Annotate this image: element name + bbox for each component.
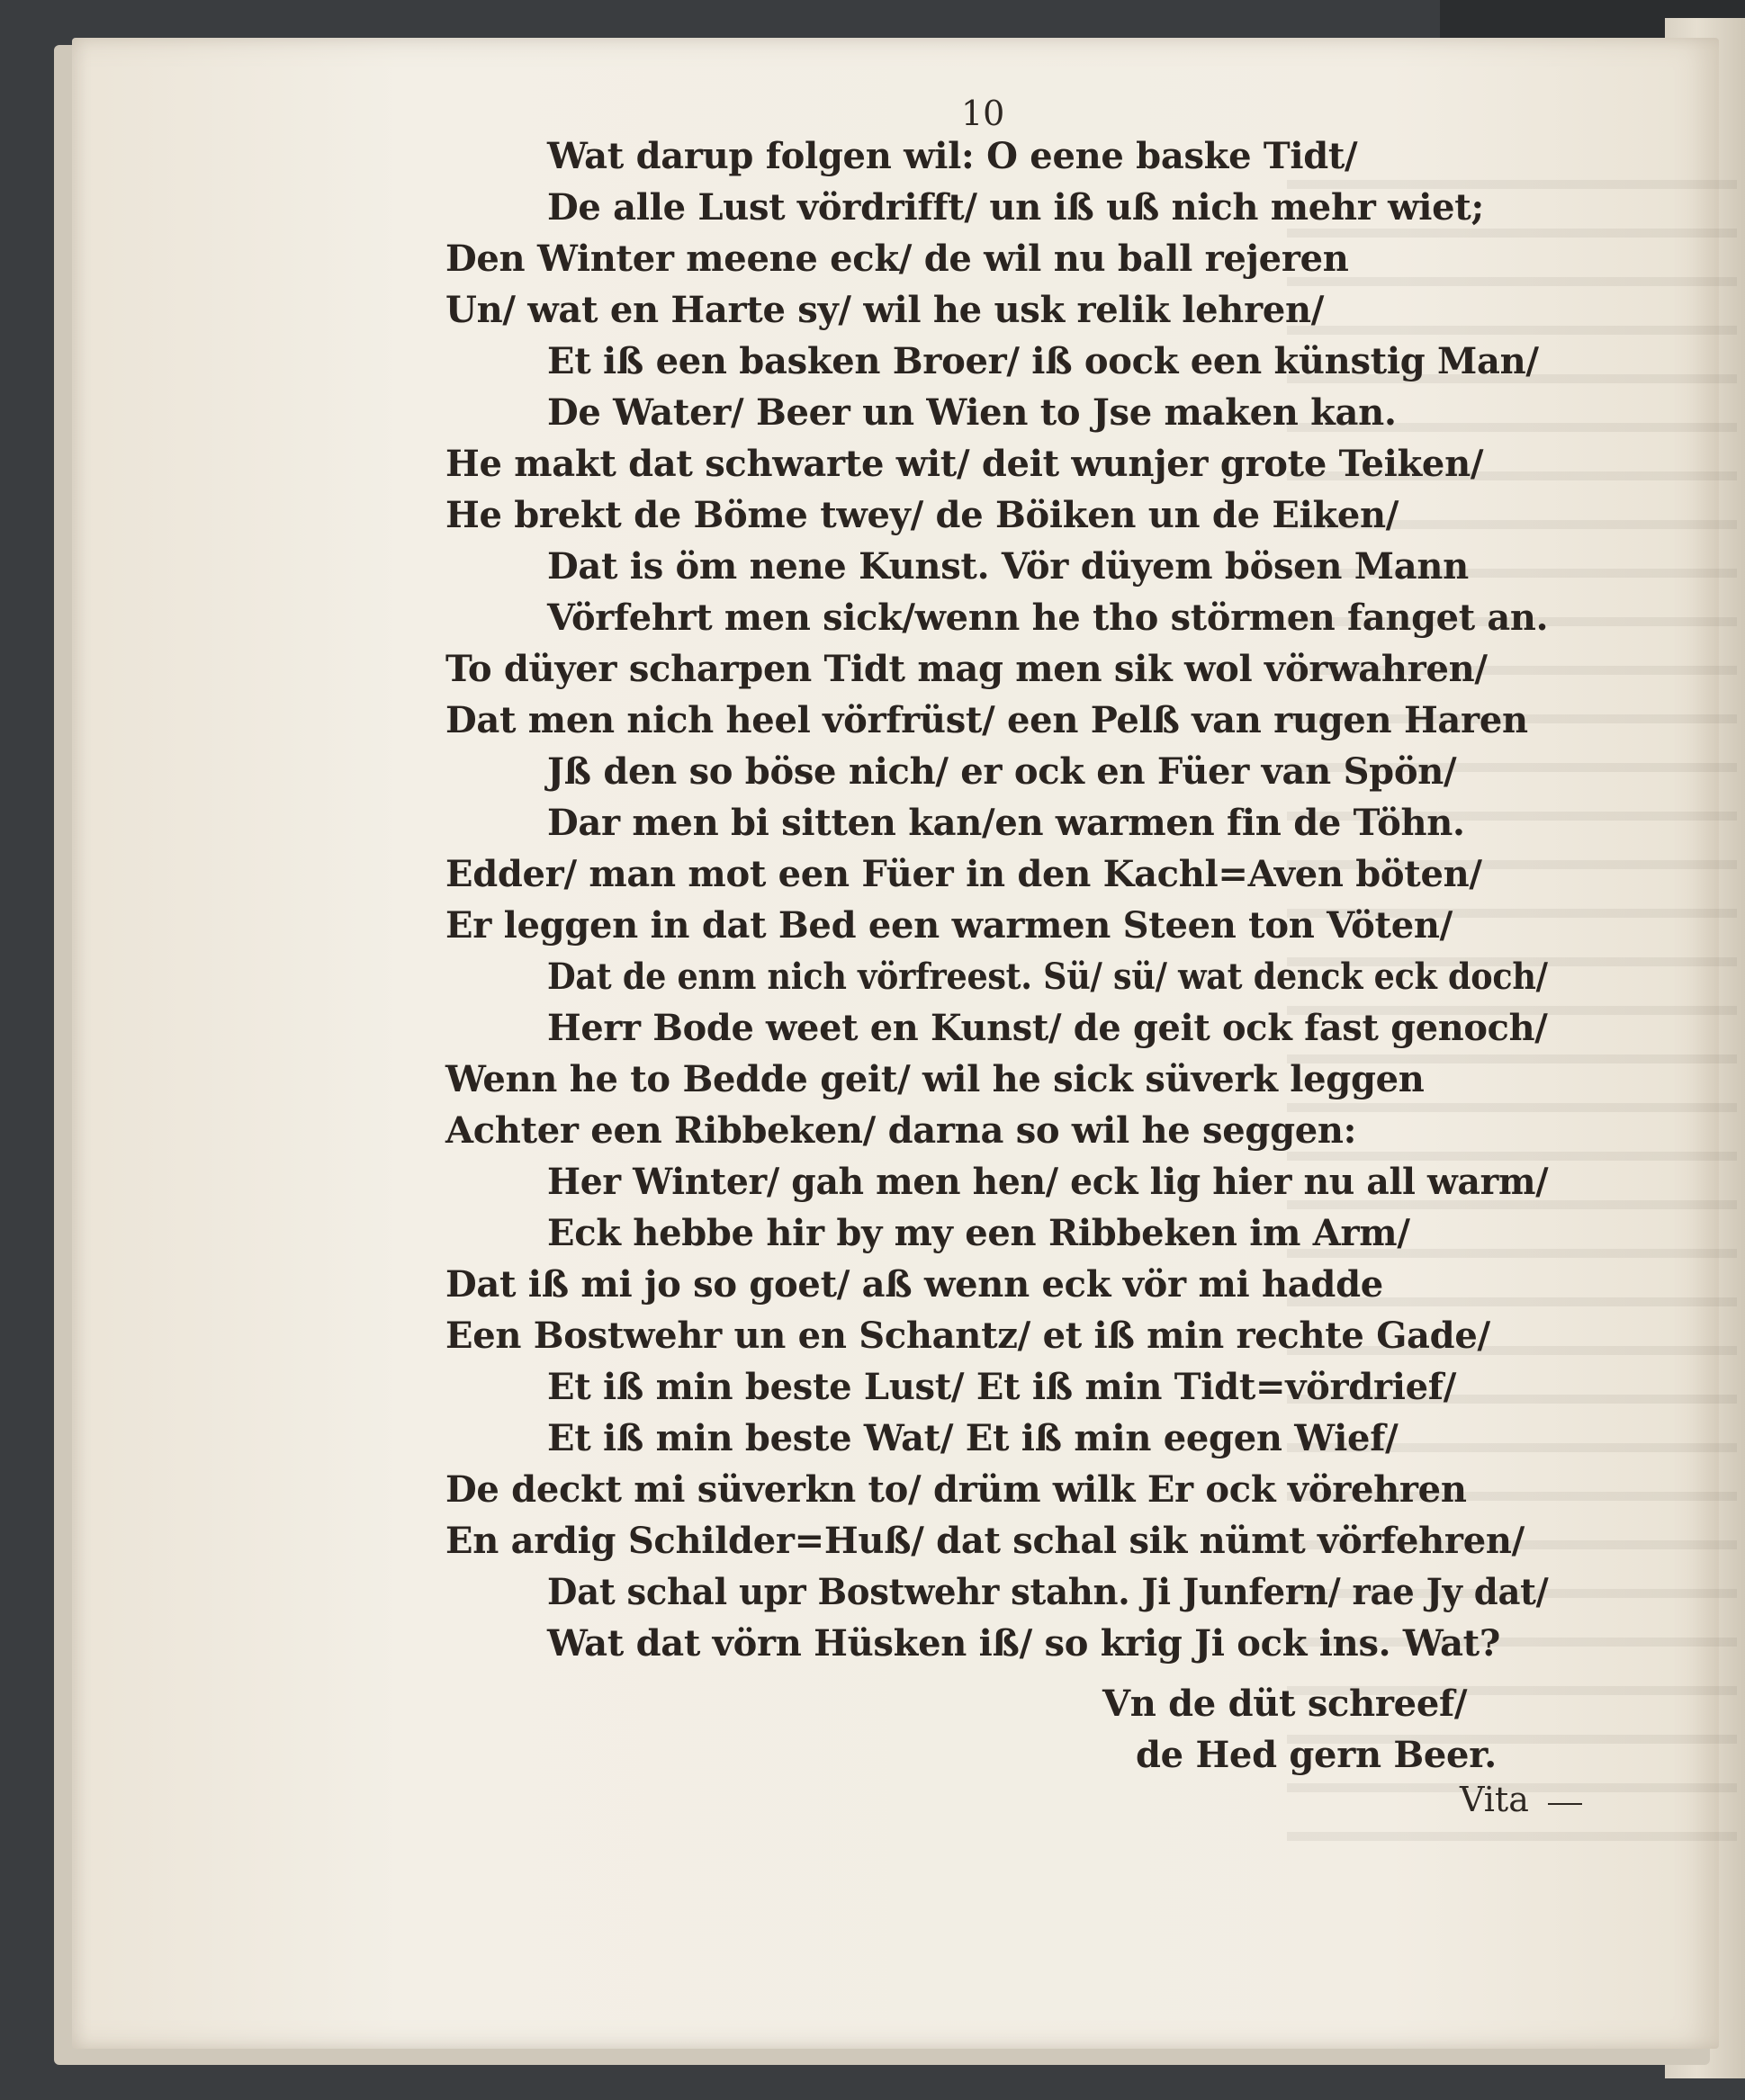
poem-line: Dat schal upr Bostwehr stahn. Ji Junfern/ rae Jy dat/ bbox=[547, 1571, 1549, 1613]
poem-line: Dar men bi sitten kan/en warmen fin de Töhn. bbox=[547, 802, 1465, 844]
poem-line: Dat de enm nich vörfreest. Sü/ sü/ wat denck eck doch/ bbox=[547, 956, 1548, 998]
poem-line: Een Bostwehr un en Schantz/ et iß min rechte Gade/ bbox=[445, 1315, 1490, 1357]
poem-line: Eck hebbe hir by my een Ribbeken im Arm/ bbox=[547, 1212, 1410, 1254]
poem-line: Achter een Ribbeken/ darna so wil he seggen: bbox=[445, 1109, 1357, 1152]
signature-line: Vn de düt schreef/ bbox=[1102, 1683, 1468, 1725]
poem-line: Un/ wat en Harte sy/ wil he usk relik lehren/ bbox=[445, 289, 1325, 331]
poem-line: Et iß een basken Broer/ iß oock een künstig Man/ bbox=[547, 340, 1539, 382]
poem-line: Et iß min beste Wat/ Et iß min eegen Wief/ bbox=[547, 1417, 1399, 1459]
poem-line: Wat darup folgen wil: O eene baske Tidt/ bbox=[547, 135, 1358, 177]
poem-line: Edder/ man mot een Füer in den Kachl=Aven böten/ bbox=[445, 853, 1482, 895]
poem-line: De deckt mi süverkn to/ drüm wilk Er ock vörehren bbox=[445, 1468, 1467, 1511]
poem-line: To düyer scharpen Tidt mag men sik wol vörwahren/ bbox=[445, 648, 1488, 690]
poem-line: Jß den so böse nich/ er ock en Füer van Spön/ bbox=[547, 750, 1457, 793]
poem-line: Wat dat vörn Hüsken iß/ so krig Ji ock ins. Wat? bbox=[547, 1622, 1500, 1665]
poem-line: He brekt de Böme twey/ de Böiken un de Eiken/ bbox=[445, 494, 1399, 536]
poem-line: Dat iß mi jo so goet/ aß wenn eck vör mi hadde bbox=[445, 1263, 1383, 1306]
page-number: 10 bbox=[961, 94, 1005, 133]
poem-line: Dat is öm nene Kunst. Vör düyem bösen Mann bbox=[547, 545, 1469, 588]
poem-line: He makt dat schwarte wit/ deit wunjer grote Teiken/ bbox=[445, 443, 1484, 485]
poem-line: Herr Bode weet en Kunst/ de geit ock fast genoch/ bbox=[547, 1007, 1548, 1049]
poem-line: De alle Lust vördrifft/ un iß uß nich mehr wiet; bbox=[547, 186, 1484, 229]
poem-line: Wenn he to Bedde geit/ wil he sick süverk leggen bbox=[445, 1058, 1425, 1100]
signature-line: de Hed gern Beer. bbox=[1136, 1734, 1497, 1776]
poem-line: Dat men nich heel vörfrüst/ een Pelß van rugen Haren bbox=[445, 699, 1528, 741]
poem-line: Her Winter/ gah men hen/ eck lig hier nu all warm/ bbox=[547, 1161, 1549, 1203]
poem-line: De Water/ Beer un Wien to Jse maken kan. bbox=[547, 391, 1397, 434]
catchword-dash bbox=[1548, 1803, 1582, 1805]
poem-line: En ardig Schilder=Huß/ dat schal sik nümt vörfehren/ bbox=[445, 1520, 1525, 1562]
catchword: Vita bbox=[1460, 1780, 1529, 1819]
poem-line: Den Winter meene eck/ de wil nu ball rejeren bbox=[445, 238, 1349, 280]
poem-line: Vörfehrt men sick/wenn he tho störmen fanget an. bbox=[547, 597, 1549, 639]
poem-line: Et iß min beste Lust/ Et iß min Tidt=vördrief/ bbox=[547, 1366, 1457, 1408]
poem-line: Er leggen in dat Bed een warmen Steen ton Vöten/ bbox=[445, 904, 1453, 947]
